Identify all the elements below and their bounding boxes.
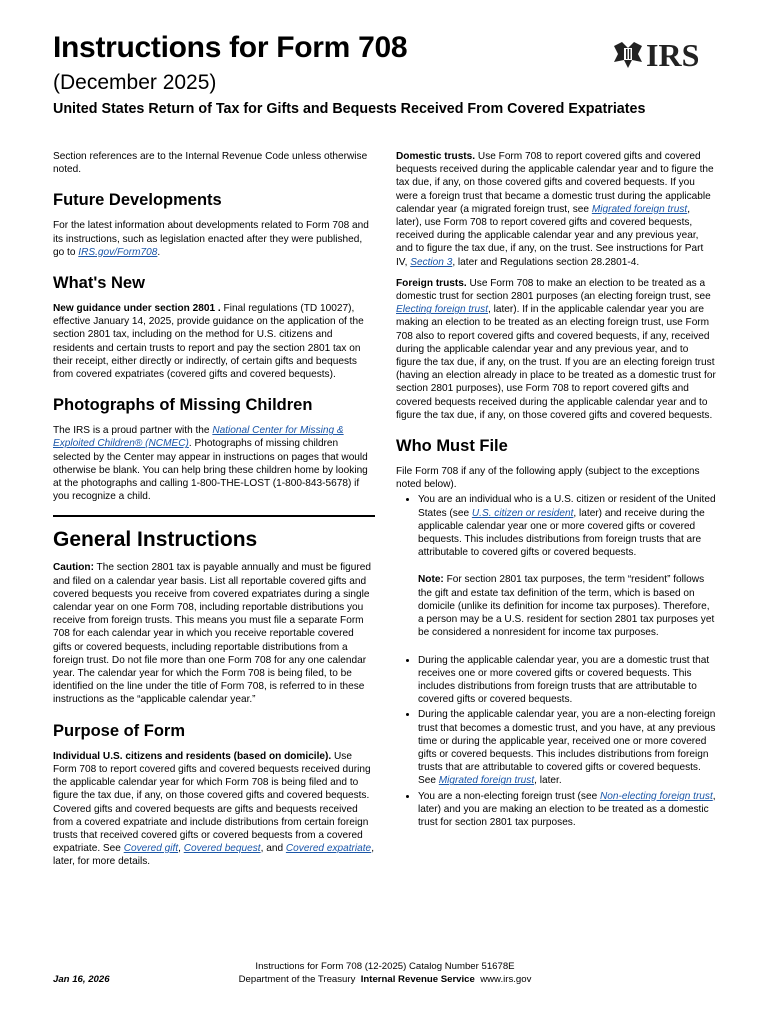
purpose-of-form-heading: Purpose of Form [53,721,186,740]
missing-children-heading: Photographs of Missing Children [53,396,313,415]
migrated-foreign-trust-link[interactable]: Migrated foreign trust [591,203,688,215]
general-caution-text: Caution: The section 2801 tax is payable annually and must be figured and filed on a calendar year basis. List all reportable covered gifts and covered bequests you receive from covered expatriates during a single calendar year on one Form 708, including reportable distributions you receive from foreign trusts. This means you must file a separate Form 708 for each calendar year in which you receive reportable covered gifts or covered bequests, including reportable distributions from a foreign trust. Do not file more than one Form 708 for any one calendar year. The calendar year for which the Form 708 is being filed, to be identified on the line under the title of Form 708, is referred to in these instructions as the “applicable calendar year.” [53,562,371,706]
revision-date: (December 2025) [53,71,217,94]
left-column [53,150,375,877]
whats-new-heading: What's New [53,274,145,293]
footer-department-line: Department of the Treasury Internal Revenue Service www.irs.gov [238,974,532,985]
future-developments-text: For the latest information about developments related to Form 708 and its instructions, such as legislation enacted after they were published, go to IRS.gov/Form708. [53,220,369,258]
missing-children-text: The IRS is a proud partner with the National Center for Missing & Exploited Children® (NCMEC). Photographs of missing children selected by the Center may appear in instructions on pages that would otherwise be blank. You can help bring these children home by looking at the photographs and calling 1-800-THE-LOST (1-800-843-5678) if you recognize a child. [53,425,368,503]
list-item: • During the applicable calendar year, you are a non-electing foreign trust that becomes a domestic trust, and you have, at any previous time or during the applicable year, received one or more covered gifts or covered bequests. This includes distributions from foreign trusts that are attributable to covered gifts or covered bequests. See Migrated foreign trust, later. [418,708,716,787]
who-must-file-list [396,493,716,559]
who-must-file-heading: Who Must File [396,437,508,456]
resident-note: Note: For section 2801 tax purposes, the term “resident” follows the gift and estate tax definition of the term, which is based on domicile (unlike its definition for income tax purposes). Therefore, a person may be a U.S. resident for section 2801 tax purposes yet be considered a nonresident for income tax purposes. [418,574,715,639]
foreign-trusts-text: Foreign trusts. Use Form 708 to make an election to be treated as a domestic trust for section 2801 purposes (an electing foreign trust, see Electing foreign trust, later). If in the applicable calendar year you are making an election to be treated as an electing foreign trust, use Form 708 also to report covered gifts and covered bequests, if any, received during the applicable calendar year and any previous year, and to figure the tax due, if any, on the trust. If you are an electing foreign trust (having an election already in place to be treated as a domestic trust for section 2801 purposes), use Form 708 to report covered gifts and covered bequests received during the applicable calendar year and to figure the tax due, if any, on those covered gifts and covered bequests. [396,277,716,421]
non-electing-foreign-trust-link[interactable]: Non-electing foreign trust [600,790,713,802]
form-subtitle: United States Return of Tax for Gifts and Bequests Received From Covered Expatriates [53,101,646,117]
section-divider [53,515,375,517]
irs-logo [612,36,716,72]
migrated-foreign-trust-link-2[interactable]: Migrated foreign trust [438,775,535,787]
irs-eagle-icon [614,42,642,68]
covered-expatriate-link[interactable]: Covered expatriate [285,843,372,855]
electing-foreign-trust-link[interactable]: Electing foreign trust [396,304,489,316]
section-references-note: Section references are to the Internal Revenue Code unless otherwise noted. [53,151,368,176]
list-item: • During the applicable calendar year, you are a domestic trust that receives one or more covered gifts or covered bequests. This includes distributions from foreign trusts that are attributable to covered gifts or covered bequests. [418,654,716,707]
future-developments-heading: Future Developments [53,191,222,210]
irs-form708-link[interactable]: IRS.gov/Form708 [78,246,158,258]
domestic-trusts-text: Domestic trusts. Use Form 708 to report covered gifts and covered bequests received during the applicable calendar year and to figure the tax due, if any, on those covered gifts and covered bequests. If you were a foreign trust that became a domestic trust during the applicable calendar year (a migrated foreign trust, see Migrated foreign trust, later), use Form 708 to report covered gifts and covered bequests, received during the applicable calendar year and any previous year, and to figure the tax due, if any, on the trust. See instructions for Part IV, Section 3, later and Regulations section 28.2801-4. [396,151,714,268]
footer-date: Jan 16, 2026 [53,974,110,985]
whats-new-text: New guidance under section 2801 . Final regulations (TD 10027), effective January 14, 2025, provide guidance on the application of the section 2801 tax, including on the method for U.S. citizens and residents and certain trusts to report and pay the section 2801 tax on their receipt, either directly or indirectly, of certain gifts and bequests from covered expatriates (covered gifts and covered bequests). [53,303,364,381]
covered-gift-link[interactable]: Covered gift [123,843,179,855]
purpose-text: Individual U.S. citizens and residents (based on domicile). Use Form 708 to report covered gifts and covered bequests received during the applicable calendar year for which Form 708 is being filed and to figure the tax due, if any, on those covered gifts and covered bequests. Covered gifts and covered bequests are gifts and bequests received from a covered expatriate and include distributions from certain foreign trusts that received covered gifts or covered bequests from a covered expatriate. See Covered gift, Covered bequest, and Covered expatriate, later, for more details. [53,750,374,868]
list-item: • You are an individual who is a U.S. citizen or resident of the United States (see U.S. citizen or resident, later) and receive during the applicable calendar year one or more covered gifts or covered bequests. This includes distributions from foreign trusts that are attributable to covered gifts or covered bequests. [418,493,716,559]
covered-bequest-link[interactable]: Covered bequest [183,843,261,855]
list-item: • You are a non-electing foreign trust (see Non-electing foreign trust, later) and you are making an election to be treated as a domestic trust for section 2801 tax purposes. [418,790,716,830]
general-instructions-heading: General Instructions [53,528,258,552]
footer-catalog-line: Instructions for Form 708 (12-2025) Catalog Number 51678E [255,961,515,972]
right-column [396,150,716,833]
who-must-file-intro: File Form 708 if any of the following apply (subject to the exceptions noted below). [396,466,700,491]
ncmec-link[interactable]: National Center for Missing & Exploited Children® (NCMEC) [53,425,344,450]
irs-logo-text: IRS [646,37,700,72]
who-must-file-list-2 [396,654,716,830]
us-citizen-resident-link[interactable]: U.S. citizen or resident [471,507,574,519]
document-title: Instructions for Form 708 [53,31,408,64]
section-3-link[interactable]: Section 3 [410,256,453,268]
